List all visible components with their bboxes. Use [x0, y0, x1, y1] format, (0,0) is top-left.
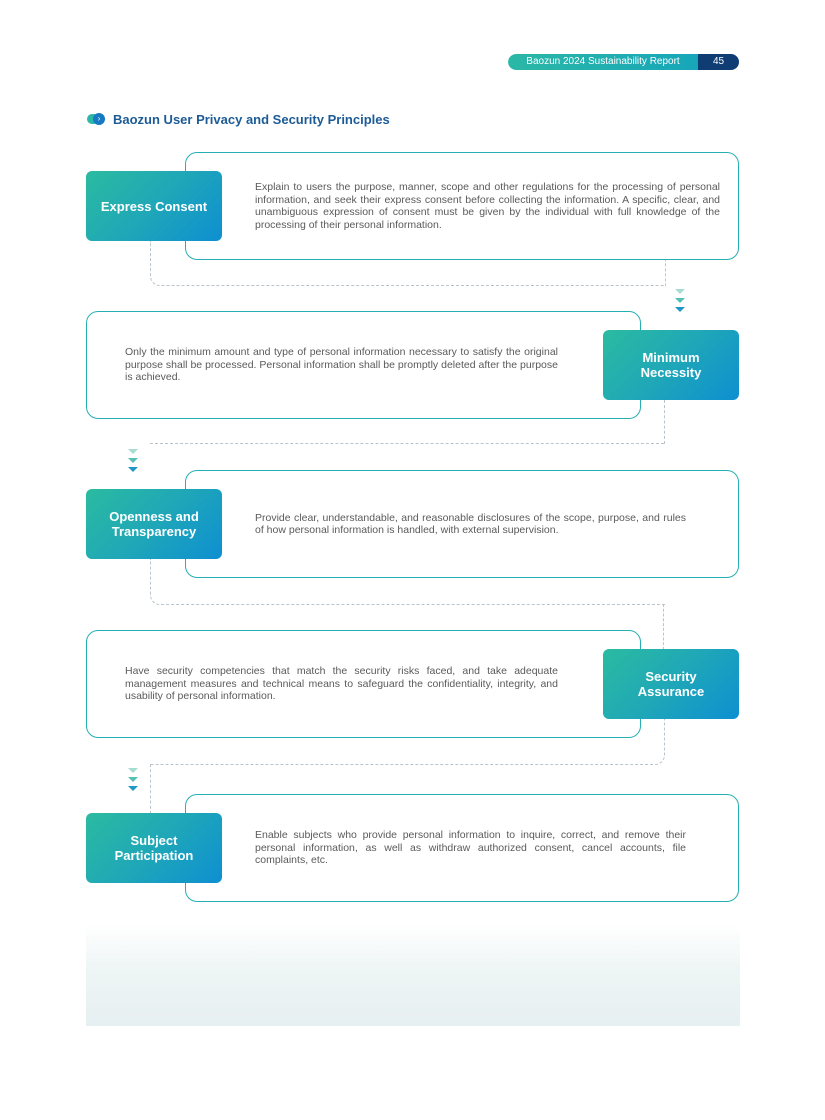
- down-arrows-icon: [127, 768, 139, 795]
- principle-description-box: [185, 794, 739, 902]
- section-title: Baozun User Privacy and Security Principles: [113, 111, 390, 127]
- connector-line: [150, 764, 152, 814]
- page-number: 45: [690, 54, 739, 70]
- decorative-background-band: [86, 925, 740, 1026]
- principle-label: Openness and Transparency: [86, 489, 222, 559]
- principle-description: Enable subjects who provide personal information to inquire, correct, and remove their personal information, as well as withdraw authorized consent, cancel accounts, file complaints, etc.: [255, 829, 686, 867]
- report-header-badge: [508, 54, 739, 70]
- report-title: Baozun 2024 Sustainability Report: [508, 54, 698, 70]
- principle-label: Security Assurance: [603, 649, 739, 719]
- chevron-right-icon: ›: [87, 113, 105, 125]
- principle-description-box: [185, 470, 739, 578]
- principle-label: Express Consent: [86, 171, 222, 241]
- principle-description-box: [86, 311, 641, 419]
- connector-line: [150, 443, 664, 445]
- principle-label: Subject Participation: [86, 813, 222, 883]
- principle-description: Have security competencies that match the security risks faced, and take adequate management measures and technical means to safeguard the confidentiality, integrity, and usability of personal information.: [125, 665, 558, 703]
- principle-description-box: [185, 152, 739, 260]
- down-arrows-icon: [127, 449, 139, 476]
- section-heading: [87, 110, 390, 128]
- principle-description-box: [86, 630, 641, 738]
- principle-description: Provide clear, understandable, and reasonable disclosures of the scope, purpose, and rules of how personal information is handled, with external supervision.: [255, 511, 686, 536]
- principle-label: Minimum Necessity: [603, 330, 739, 400]
- down-arrows-icon: [674, 289, 686, 316]
- connector-line: [663, 604, 665, 650]
- principle-description: Only the minimum amount and type of personal information necessary to satisfy the original purpose shall be processed. Personal information shall be promptly deleted after the purpose is achieved.: [125, 346, 558, 384]
- principle-description: Explain to users the purpose, manner, scope and other regulations for the processing of personal information, and seek their express consent before collecting the information. A specific, clear, and unambiguous expression of consent must be given by the individual with full knowledge of the processing of their personal information.: [255, 181, 720, 231]
